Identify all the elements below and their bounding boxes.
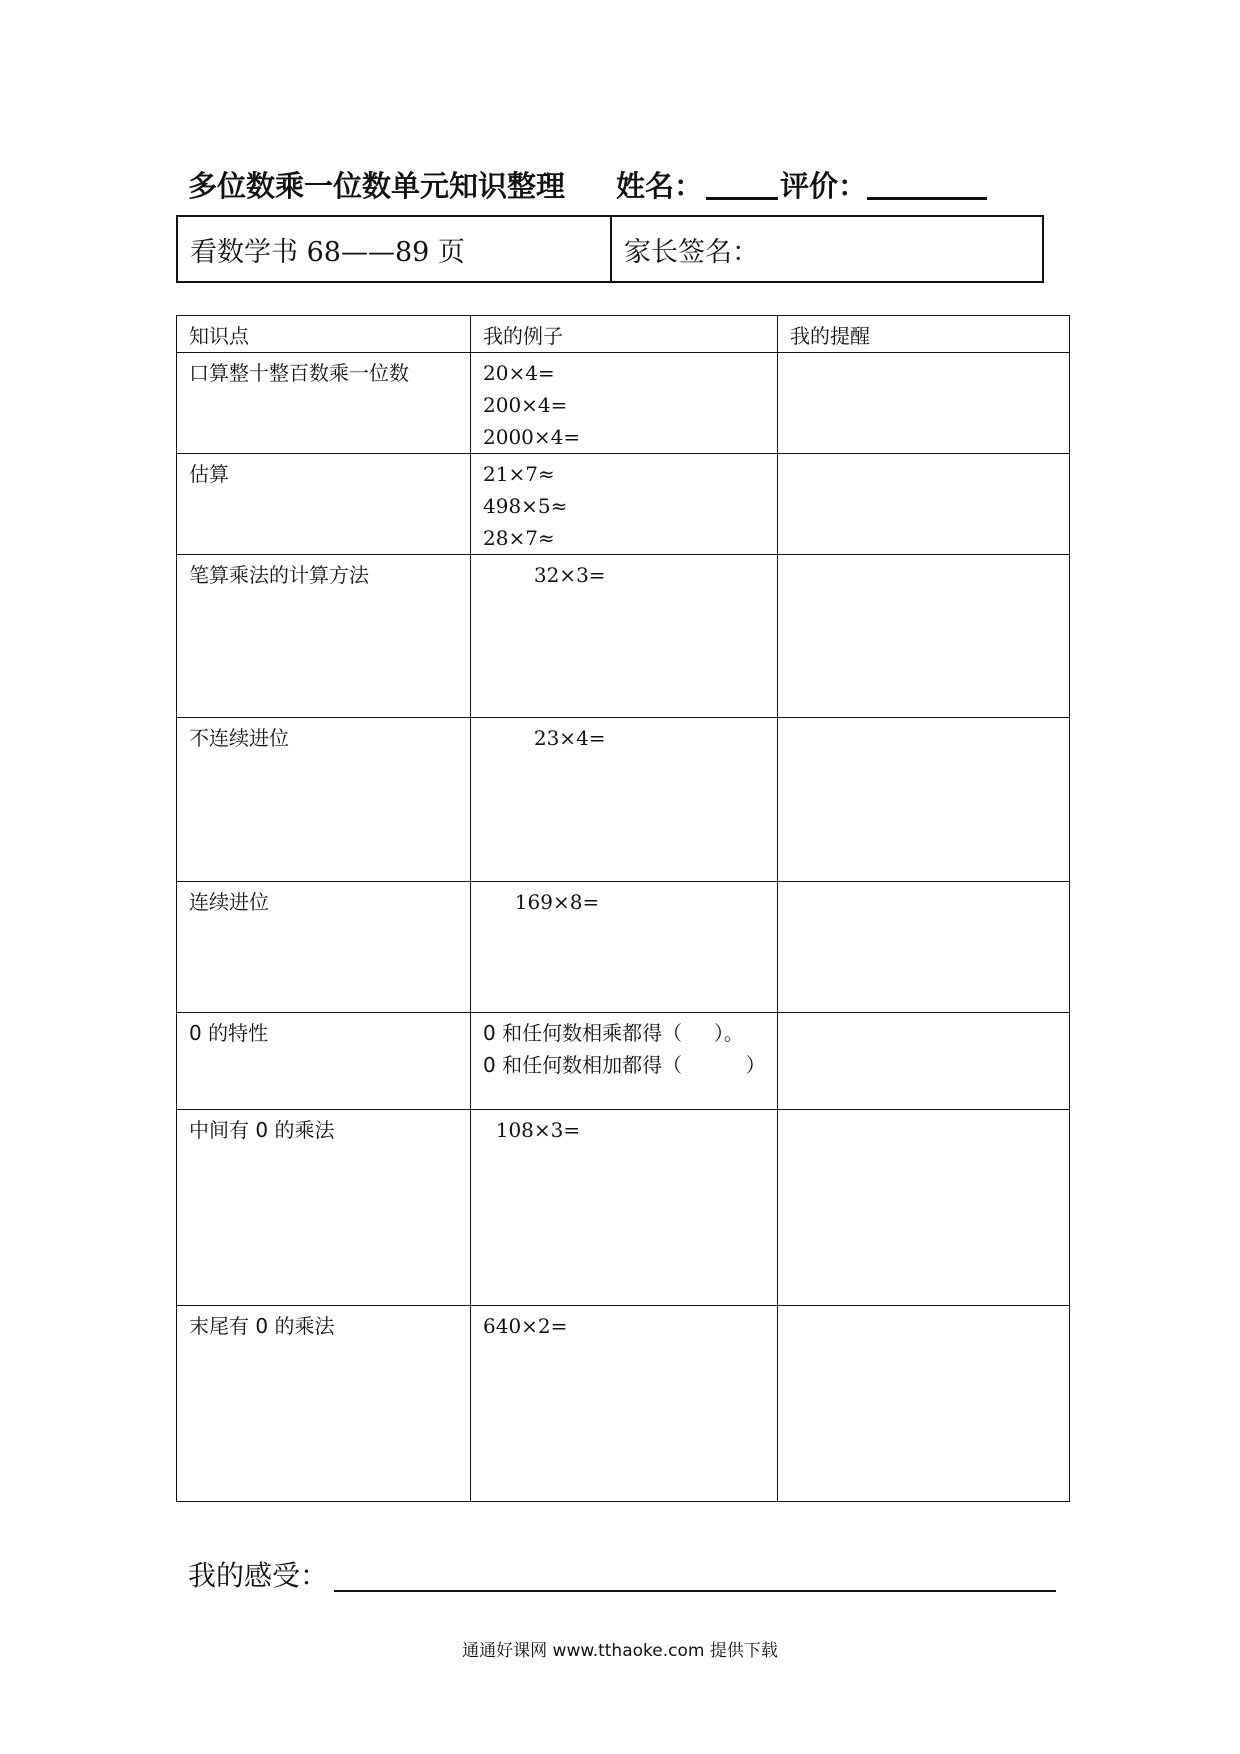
examples-cell[interactable]: [471, 454, 778, 555]
topic-cell: 不连续进位: [177, 718, 471, 882]
footer-text: 通通好课网 www.tthaoke.com 提供下载: [462, 1641, 778, 1661]
example-line: 32×3=: [483, 563, 606, 587]
header-topic: 知识点: [177, 316, 471, 353]
name-label: 姓名：: [616, 169, 704, 203]
examples-cell[interactable]: [471, 882, 778, 1013]
topic-cell: 0 的特性: [177, 1013, 471, 1110]
example-line: 200×4=: [483, 393, 568, 417]
example-line: 640×2=: [483, 1314, 568, 1338]
knowledge-table: [176, 315, 1070, 1502]
examples-cell[interactable]: [471, 718, 778, 882]
examples-cell[interactable]: [471, 1110, 778, 1306]
examples-cell[interactable]: [471, 1306, 778, 1502]
table-header-row: [177, 316, 1070, 353]
examples-cell[interactable]: [471, 555, 778, 718]
example-line: 21×7≈: [483, 462, 555, 486]
example-line: 23×4=: [483, 726, 606, 750]
note-cell[interactable]: [778, 555, 1070, 718]
table-row: [177, 353, 1070, 454]
example-line: 2000×4=: [483, 425, 581, 449]
feeling-section: [188, 1550, 1068, 1596]
topic-cell: 连续进位: [177, 882, 471, 1013]
table-row: [177, 1110, 1070, 1306]
examples-cell[interactable]: [471, 353, 778, 454]
table-row: [177, 1013, 1070, 1110]
feeling-label: 我的感受：: [188, 1559, 329, 1592]
topic-cell: 中间有 0 的乘法: [177, 1110, 471, 1306]
header-examples: 我的例子: [471, 316, 778, 353]
note-cell[interactable]: [778, 882, 1070, 1013]
name-blank-line[interactable]: [706, 197, 778, 200]
example-line: 0 和任何数相乘都得（ ）。: [483, 1021, 744, 1045]
topic-cell: 末尾有 0 的乘法: [177, 1306, 471, 1502]
example-line: 20×4=: [483, 361, 555, 385]
topic-cell: 口算整十整百数乘一位数: [177, 353, 471, 454]
table-row: [177, 718, 1070, 882]
score-blank-line[interactable]: [867, 197, 987, 200]
example-line: 108×3=: [483, 1118, 581, 1142]
header-notes: 我的提醒: [778, 316, 1070, 353]
table-row: [177, 1306, 1070, 1502]
header-box: [176, 215, 1044, 283]
topic-cell: 估算: [177, 454, 471, 555]
examples-cell[interactable]: [471, 1013, 778, 1110]
textbook-pages: 看数学书 68——89 页: [178, 217, 612, 281]
note-cell[interactable]: [778, 454, 1070, 555]
example-line: 498×5≈: [483, 494, 568, 518]
example-line: 0 和任何数相加都得（ ）: [483, 1053, 766, 1077]
example-line: 169×8=: [483, 890, 600, 914]
parent-signature-field[interactable]: 家长签名：: [624, 236, 759, 268]
score-label: 评价：: [780, 169, 868, 203]
feeling-answer-line[interactable]: [334, 1590, 1056, 1592]
note-cell[interactable]: [778, 1013, 1070, 1110]
page-title: 多位数乘一位数单元知识整理: [188, 169, 566, 203]
note-cell[interactable]: [778, 718, 1070, 882]
table-row: [177, 454, 1070, 555]
title-line: [188, 160, 1088, 204]
table-row: [177, 882, 1070, 1013]
note-cell[interactable]: [778, 353, 1070, 454]
note-cell[interactable]: [778, 1306, 1070, 1502]
table-row: [177, 555, 1070, 718]
note-cell[interactable]: [778, 1110, 1070, 1306]
topic-cell: 笔算乘法的计算方法: [177, 555, 471, 718]
example-line: 28×7≈: [483, 526, 555, 550]
